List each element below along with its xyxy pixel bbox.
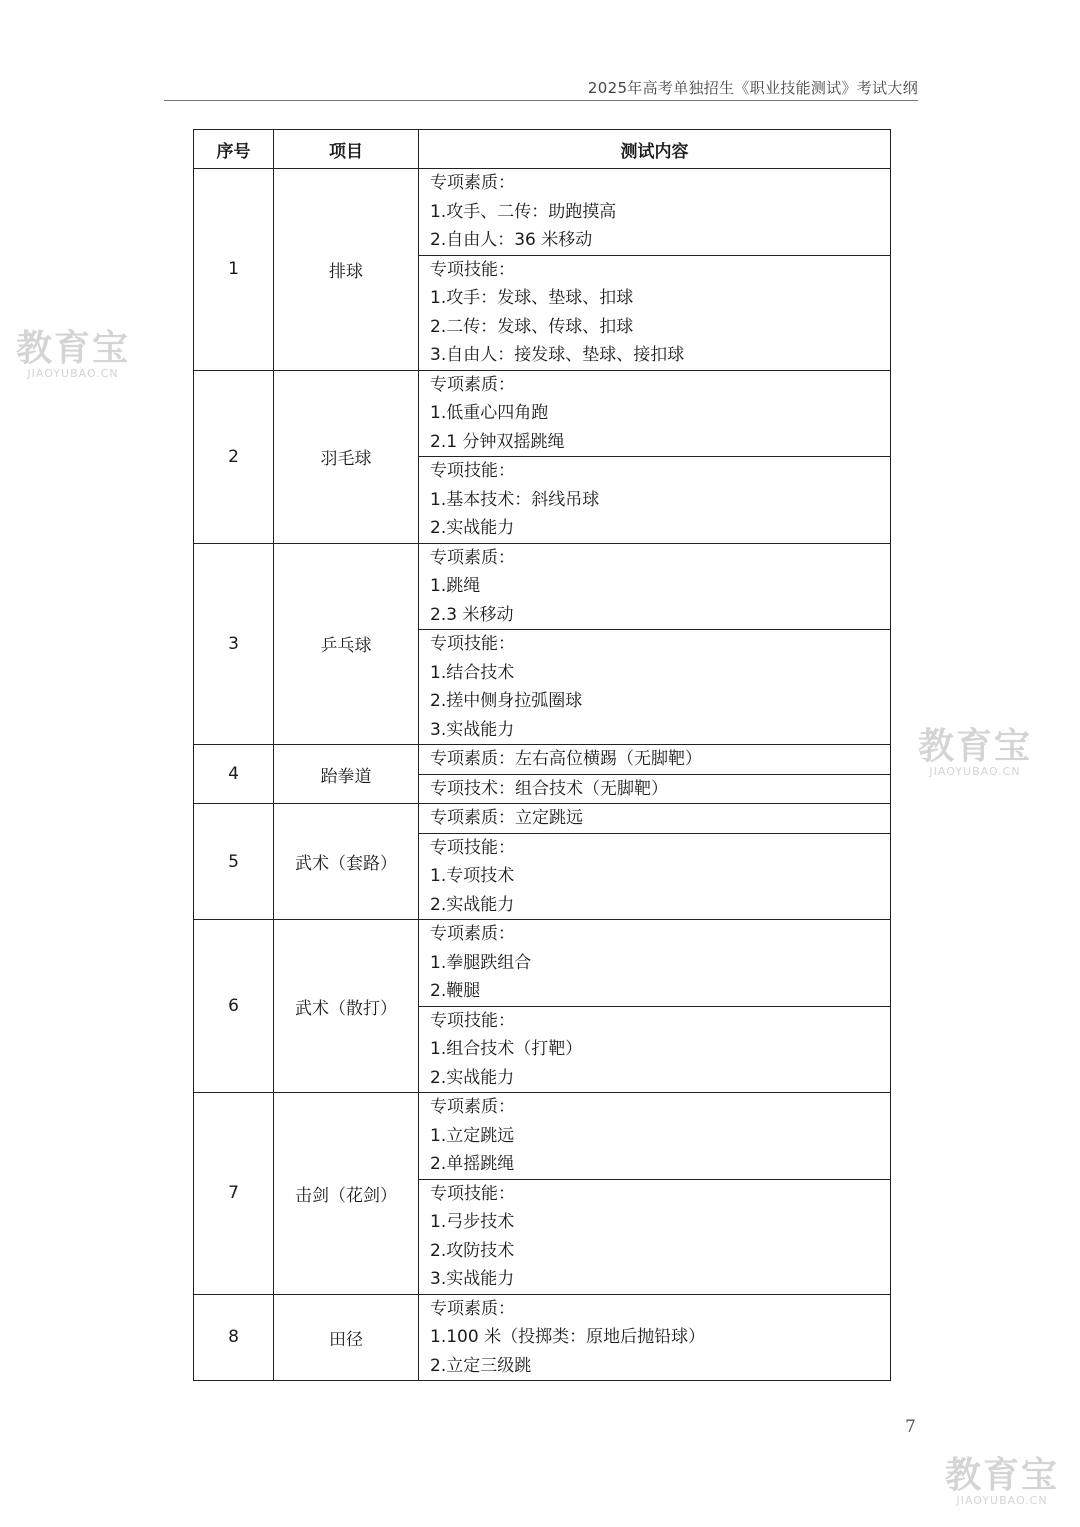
content-line: 2.二传：发球、传球、扣球 xyxy=(430,316,634,337)
content-line: 1.跳绳 xyxy=(430,576,481,596)
content-line: 2.3 米移动 xyxy=(430,604,514,625)
content-line: 1.专项技术 xyxy=(430,866,515,886)
content-line: 专项技能： xyxy=(430,1010,515,1031)
content-cell xyxy=(419,1093,891,1180)
content-line: 专项素质： xyxy=(430,924,515,944)
content-cell xyxy=(419,774,891,804)
watermark-text: 教育宝 xyxy=(16,328,131,369)
content-cell xyxy=(419,255,891,370)
content-line: 2.搓中侧身拉弧圈球 xyxy=(430,691,583,711)
project-cell: 排球 xyxy=(274,169,419,371)
content-line: 2.1 分钟双摇跳绳 xyxy=(430,431,565,452)
watermark-logo xyxy=(16,330,130,380)
watermark-logo xyxy=(945,1457,1059,1507)
table-row xyxy=(194,804,891,834)
project-cell: 羽毛球 xyxy=(274,370,419,543)
page-number: 7 xyxy=(905,1417,916,1437)
content-line: 专项素质： xyxy=(430,1097,515,1117)
watermark-logo xyxy=(918,728,1032,778)
content-cell xyxy=(419,920,891,1007)
exam-outline-table xyxy=(193,129,891,1381)
watermark-sub: JIAOYUBAO.CN xyxy=(956,1494,1048,1507)
serial-cell: 8 xyxy=(194,1294,274,1381)
content-line: 2.实战能力 xyxy=(430,1067,515,1088)
content-line: 专项素质： xyxy=(430,173,515,193)
serial-cell: 3 xyxy=(194,543,274,745)
watermark-text: 教育宝 xyxy=(918,726,1033,767)
serial-cell: 7 xyxy=(194,1093,274,1295)
watermark-text: 教育宝 xyxy=(945,1455,1060,1496)
project-cell: 乒乓球 xyxy=(274,543,419,745)
table-row xyxy=(194,169,891,256)
content-line: 2.攻防技术 xyxy=(430,1240,515,1261)
content-line: 专项技能： xyxy=(430,634,515,654)
serial-cell: 5 xyxy=(194,804,274,920)
content-line: 专项技能： xyxy=(430,1183,515,1204)
serial-cell: 1 xyxy=(194,169,274,371)
content-line: 1.攻手：发球、垫球、扣球 xyxy=(430,288,634,308)
content-line: 2.自由人：36 米移动 xyxy=(430,230,593,250)
project-cell: 田径 xyxy=(274,1294,419,1381)
content-line: 2.鞭腿 xyxy=(430,981,481,1001)
serial-cell: 4 xyxy=(194,745,274,804)
table-body xyxy=(194,169,891,1381)
header-content: 测试内容 xyxy=(419,130,891,169)
content-line: 3.实战能力 xyxy=(430,719,515,740)
content-cell xyxy=(419,745,891,775)
content-line: 3.实战能力 xyxy=(430,1269,515,1289)
content-line: 1.基本技术：斜线吊球 xyxy=(430,489,600,510)
content-line: 专项技能： xyxy=(430,461,515,481)
table-row xyxy=(194,920,891,1007)
content-line: 专项素质：立定跳远 xyxy=(430,808,583,828)
content-line: 2.立定三级跳 xyxy=(430,1355,532,1376)
content-cell xyxy=(419,1294,891,1381)
content-line: 2.单摇跳绳 xyxy=(430,1154,515,1174)
content-cell xyxy=(419,804,891,834)
serial-cell: 2 xyxy=(194,370,274,543)
content-line: 2.实战能力 xyxy=(430,894,515,915)
content-line: 3.自由人：接发球、垫球、接扣球 xyxy=(430,345,685,365)
watermark-sub: JIAOYUBAO.CN xyxy=(929,765,1021,778)
table-header-row xyxy=(194,130,891,169)
content-cell xyxy=(419,1006,891,1093)
table-row xyxy=(194,543,891,630)
content-cell xyxy=(419,370,891,457)
content-cell xyxy=(419,630,891,745)
content-cell xyxy=(419,457,891,544)
serial-cell: 6 xyxy=(194,920,274,1093)
project-cell: 武术（套路） xyxy=(274,804,419,920)
header-serial: 序号 xyxy=(194,130,274,169)
content-line: 1.100 米（投掷类：原地后抛铅球） xyxy=(430,1327,706,1347)
content-line: 1.弓步技术 xyxy=(430,1212,515,1232)
content-line: 专项技能： xyxy=(430,837,515,858)
content-line: 专项素质： xyxy=(430,1298,515,1319)
content-cell xyxy=(419,169,891,256)
page-header xyxy=(164,78,918,101)
content-line: 专项素质：左右高位横踢（无脚靶） xyxy=(430,749,702,769)
content-line: 2.实战能力 xyxy=(430,518,515,538)
table-row xyxy=(194,1294,891,1381)
content-line: 专项技术：组合技术（无脚靶） xyxy=(430,778,668,799)
content-line: 专项技能： xyxy=(430,259,515,280)
content-line: 1.攻手、二传：助跑摸高 xyxy=(430,201,617,222)
header-title: 2025年高考单独招生《职业技能测试》考试大纲 xyxy=(587,79,918,97)
content-line: 1.拳腿跌组合 xyxy=(430,952,532,973)
project-cell: 武术（散打） xyxy=(274,920,419,1093)
content-line: 专项素质： xyxy=(430,547,515,568)
table-row xyxy=(194,745,891,775)
content-cell xyxy=(419,543,891,630)
content-line: 1.低重心四角跑 xyxy=(430,403,549,423)
watermark-sub: JIAOYUBAO.CN xyxy=(27,367,119,380)
content-cell xyxy=(419,1179,891,1294)
content-line: 专项素质： xyxy=(430,374,515,395)
project-cell: 跆拳道 xyxy=(274,745,419,804)
table-row xyxy=(194,370,891,457)
content-line: 1.立定跳远 xyxy=(430,1125,515,1146)
header-project: 项目 xyxy=(274,130,419,169)
table-row xyxy=(194,1093,891,1180)
content-line: 1.结合技术 xyxy=(430,662,515,683)
project-cell: 击剑（花剑） xyxy=(274,1093,419,1295)
content-line: 1.组合技术（打靶） xyxy=(430,1039,583,1059)
content-cell xyxy=(419,833,891,920)
